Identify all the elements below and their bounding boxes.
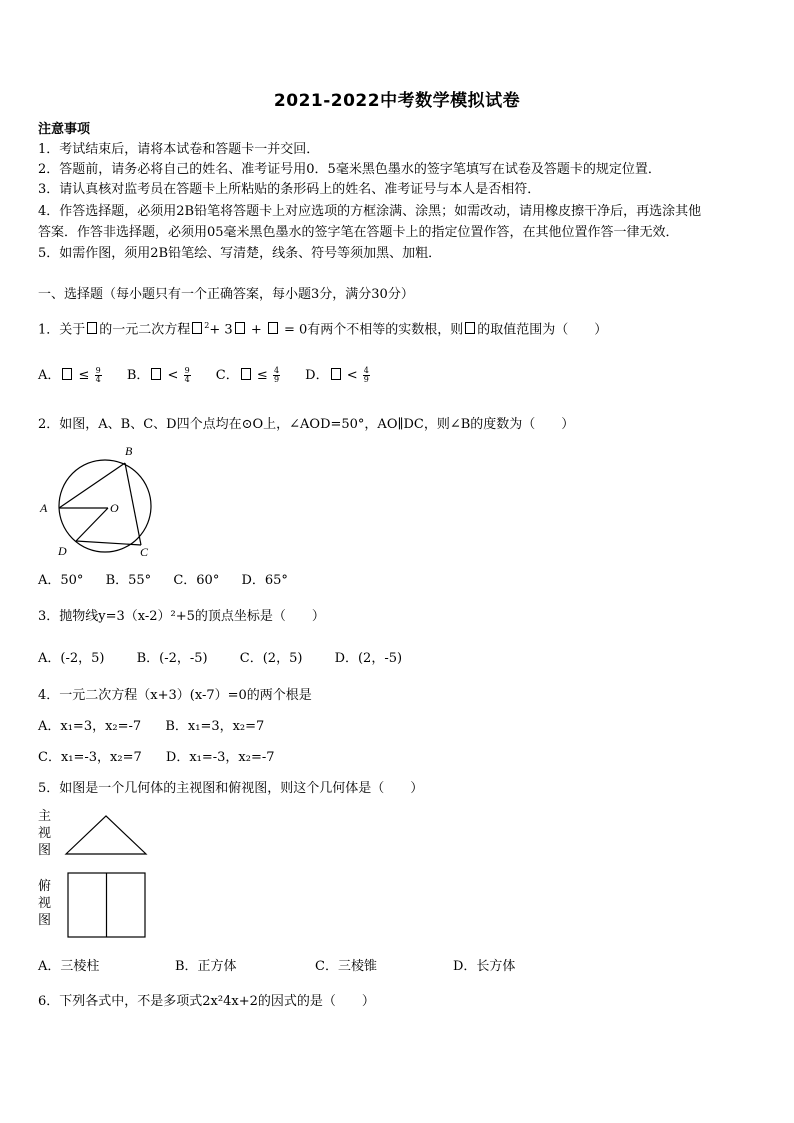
option-c[interactable]: C．(2，5) bbox=[239, 651, 303, 666]
notice-item: 3．请认真核对监考员在答题卡上所粘贴的条形码上的姓名、准考证号与本人是否相符． bbox=[38, 182, 541, 197]
option-a[interactable]: A． ≤ $\frac{9}{4}$ bbox=[38, 366, 101, 384]
option-b[interactable]: B．55° bbox=[105, 573, 152, 588]
option-a[interactable]: A．50° bbox=[38, 573, 84, 588]
question-1-options bbox=[38, 367, 371, 385]
missing-symbol-icon bbox=[87, 322, 97, 334]
question-5-stem: 5．如图是一个几何体的主视图和俯视图，则这个几何体是（ ） bbox=[38, 781, 424, 796]
option-a[interactable]: A．三棱柱 bbox=[38, 959, 100, 974]
option-b[interactable]: B． < $\frac{9}{4}$ bbox=[126, 366, 190, 384]
point-label-c: C bbox=[140, 545, 149, 559]
option-b[interactable]: B．x₁=3，x₂=7 bbox=[165, 719, 265, 734]
point-label-o: O bbox=[110, 501, 119, 515]
top-view-label: 俯 视 图 bbox=[38, 879, 52, 928]
option-d[interactable]: D． < $\frac{4}{9}$ bbox=[305, 366, 369, 384]
question-5-options bbox=[38, 958, 515, 976]
question-4-stem: 4．一元二次方程（x+3）(x-7）=0的两个根是 bbox=[38, 688, 312, 703]
notice-item: 4．作答选择题，必须用2B铅笔将答题卡上对应选项的方框涂满、涂黑；如需改动，请用橡皮擦干净后，再选涂其他 bbox=[38, 204, 702, 219]
question-3-stem: 3．抛物线y=3（x-2）²+5的顶点坐标是（ ） bbox=[38, 609, 325, 624]
option-d[interactable]: D．(2，-5) bbox=[334, 651, 403, 666]
option-c[interactable]: C． ≤ $\frac{4}{9}$ bbox=[215, 366, 280, 384]
notice-item: 2．答题前，请务必将自己的姓名、准考证号用0．5毫米黑色墨水的签字笔填写在试卷及答题卡的规定位置． bbox=[38, 162, 661, 177]
question-6-stem: 6．下列各式中，不是多项式2x²4x+2的因式的是（ ） bbox=[38, 994, 375, 1009]
top-view-rectangle bbox=[66, 871, 148, 939]
circle-diagram bbox=[38, 442, 164, 562]
option-c[interactable]: C．x₁=-3，x₂=7 bbox=[38, 750, 142, 765]
question-2-stem: 2．如图，A、B、C、D四个点均在⊙O上，∠AOD=50°，AO∥DC，则∠B的度数为（ ） bbox=[38, 417, 575, 432]
notice-item: 5．如需作图，须用2B铅笔绘、写清楚，线条、符号等须加黑、加粗． bbox=[38, 246, 442, 261]
notice-heading: 注意事项 bbox=[38, 122, 91, 137]
option-a[interactable]: A．(-2，5) bbox=[38, 651, 105, 666]
missing-symbol-icon bbox=[192, 322, 202, 334]
option-a[interactable]: A．x₁=3，x₂=-7 bbox=[38, 719, 142, 734]
missing-symbol-icon bbox=[235, 322, 245, 334]
missing-symbol-icon bbox=[268, 322, 278, 334]
option-c[interactable]: C．三棱锥 bbox=[315, 959, 377, 974]
option-d[interactable]: D．x₁=-3，x₂=-7 bbox=[165, 750, 275, 765]
question-2-options bbox=[38, 572, 288, 590]
notice-item: 答案．作答非选择题，必须用05毫米黑色墨水的签字笔在答题卡上的指定位置作答，在其他位置作答一律无效． bbox=[38, 225, 679, 240]
option-b[interactable]: B．(-2，-5) bbox=[136, 651, 208, 666]
question-4-options-row2 bbox=[38, 749, 275, 767]
option-c[interactable]: C．60° bbox=[173, 573, 220, 588]
question-3-options bbox=[38, 650, 402, 668]
section-heading: 一、选择题（每小题只有一个正确答案，每小题3分，满分30分） bbox=[38, 287, 414, 302]
point-label-d: D bbox=[58, 544, 67, 558]
question-4-options-row1 bbox=[38, 718, 264, 736]
point-label-b: B bbox=[125, 444, 133, 458]
notice-item: 1．考试结束后，请将本试卷和答题卡一并交回． bbox=[38, 142, 320, 157]
page-title: 2021-2022中考数学模拟试卷 bbox=[273, 91, 521, 111]
option-d[interactable]: D．长方体 bbox=[453, 959, 516, 974]
missing-symbol-icon bbox=[465, 322, 475, 334]
question-1-stem: 1．关于 的一元二次方程 $^2$+ 3 + = 0有两个不相等的实数根，则 的取值范围为（ ） bbox=[38, 321, 608, 338]
point-label-a: A bbox=[40, 501, 48, 515]
front-view-label: 主 视 图 bbox=[38, 809, 52, 858]
option-b[interactable]: B．正方体 bbox=[175, 959, 237, 974]
option-d[interactable]: D．65° bbox=[241, 573, 288, 588]
front-view-triangle bbox=[62, 812, 150, 858]
